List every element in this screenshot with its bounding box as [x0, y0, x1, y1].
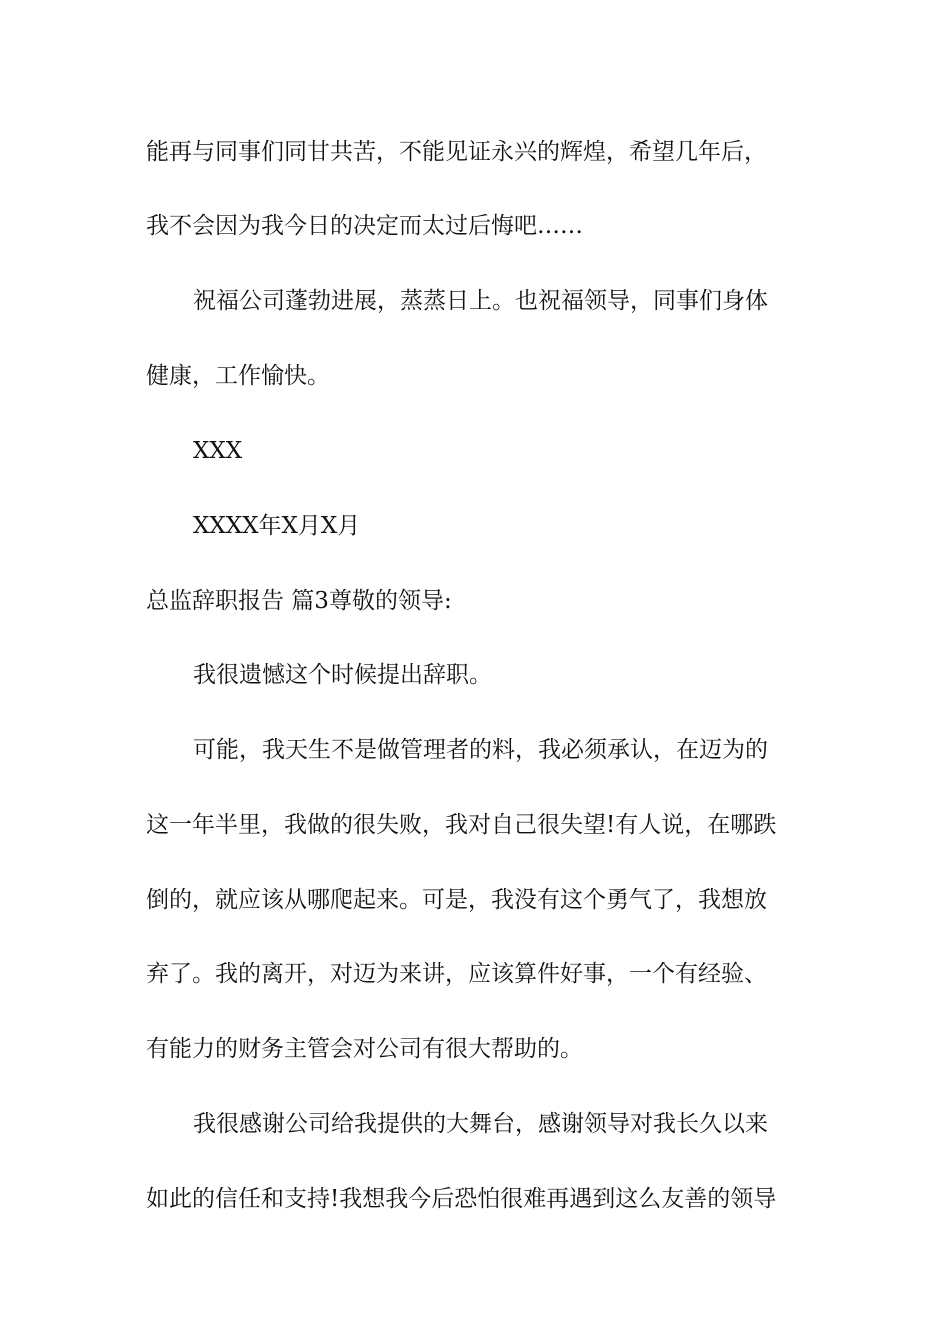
text-line: 能再与同事们同甘共苦，不能见证永兴的辉煌，希望几年后， — [146, 139, 767, 165]
text-line: 我不会因为我今日的决定而太过后悔吧…… — [146, 213, 583, 239]
text-line: 弃了。我的离开，对迈为来讲，应该算件好事，一个有经验、 — [146, 961, 767, 987]
signature-date: XXXX年X月X月 — [193, 513, 361, 539]
paragraph-start-line: 可能，我天生不是做管理者的料，我必须承认，在迈为的 — [193, 737, 768, 763]
signature-name: XXX — [193, 438, 243, 464]
text-line: 有能力的财务主管会对公司有很大帮助的。 — [146, 1036, 583, 1062]
paragraph-start-line: 我很感谢公司给我提供的大舞台，感谢领导对我长久以来 — [193, 1111, 768, 1137]
text-line: 如此的信任和支持!我想我今后恐怕很难再遇到这么友善的领导 — [146, 1186, 777, 1212]
paragraph-start-line: 我很遗憾这个时候提出辞职。 — [193, 662, 492, 688]
paragraph-start-line: 祝福公司蓬勃进展，蒸蒸日上。也祝福领导，同事们身体 — [193, 288, 768, 314]
section-heading: 总监辞职报告 篇3尊敬的领导: — [146, 588, 452, 614]
text-line: 这一年半里，我做的很失败，我对自己很失望!有人说，在哪跌 — [146, 812, 777, 838]
text-line: 健康，工作愉快。 — [146, 363, 330, 389]
text-line: 倒的，就应该从哪爬起来。可是，我没有这个勇气了，我想放 — [146, 887, 767, 913]
